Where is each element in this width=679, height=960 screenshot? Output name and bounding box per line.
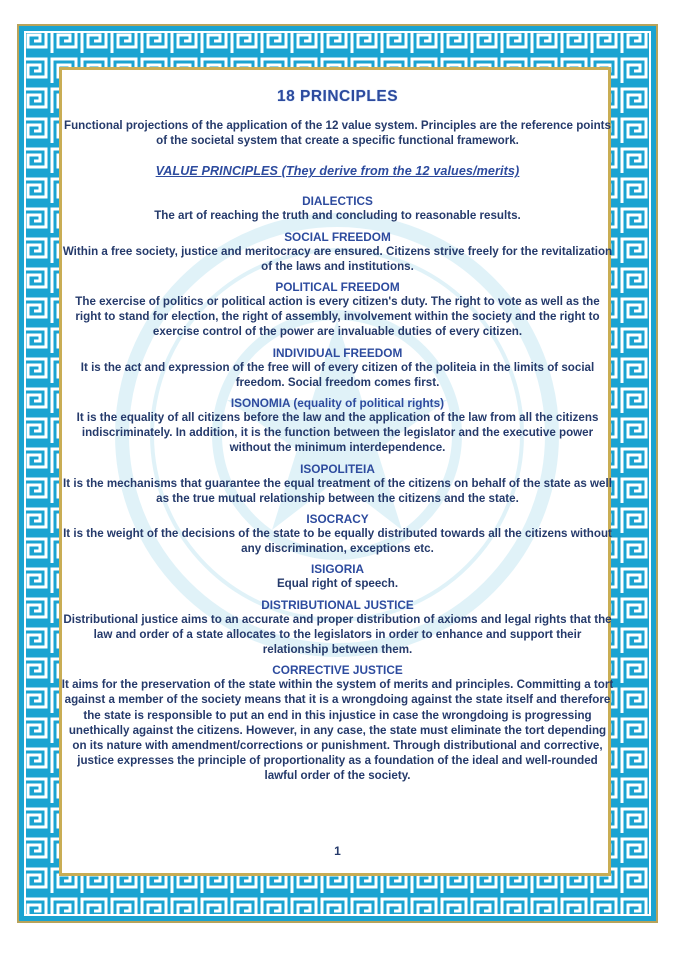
principle-heading: POLITICAL FREEDOM [275, 280, 400, 295]
principle-text: It is the equality of all citizens before the law and the application of the law from all the citizens indiscriminately. In addition, it is the function between the legislator and the executive power without the minimum interdependence. [76, 411, 599, 455]
principle-isocracy [61, 512, 614, 556]
principle-isigoria [61, 562, 614, 591]
section-subtitle: VALUE PRINCIPLES (They derive from the 12 values/merits) [155, 164, 520, 179]
principle-isopoliteia [61, 462, 614, 506]
principle-text: The exercise of politics or political action is every citizen's duty. The right to vote as well as the right to stand for election, the right of assembly, involvement within the society and the right to exercise control of the power are invaluable duties of every citizen. [75, 295, 600, 339]
principle-text: It is the act and expression of the free will of every citizen of the politeia in the limits of social freedom. Social freedom comes first. [80, 360, 595, 389]
principle-political-freedom [61, 280, 614, 340]
principle-text: The art of reaching the truth and concluding to reasonable results. [154, 209, 521, 223]
principle-heading: CORRECTIVE JUSTICE [272, 663, 403, 678]
page-number: 1 [334, 844, 341, 858]
principle-individual-freedom [61, 346, 614, 390]
principle-corrective-justice [61, 663, 614, 783]
principle-distributional-justice [61, 598, 614, 658]
principle-heading: SOCIAL FREEDOM [284, 229, 391, 244]
principle-heading: DISTRIBUTIONAL JUSTICE [261, 597, 414, 612]
principle-heading: ISOCRACY [306, 512, 369, 527]
principle-heading: INDIVIDUAL FREEDOM [272, 345, 403, 360]
document-body [61, 86, 614, 790]
principle-heading: DIALECTICS [302, 194, 373, 209]
principle-text: Equal right of speech. [276, 577, 399, 591]
intro-paragraph: Functional projections of the application of the 12 value system. Principles are the reference points of the societal system that create a specific functional framework. [64, 119, 611, 148]
page-title: 18 PRINCIPLES [276, 88, 399, 105]
principle-dialectics [61, 194, 614, 223]
principle-heading: ISOPOLITEIA [300, 461, 375, 476]
principle-isonomia [61, 396, 614, 456]
principle-text: Within a free society, justice and meritocracy are ensured. Citizens strive freely for the revitalization of the laws and institutions. [62, 244, 613, 273]
principle-text: Distributional justice aims to an accurate and proper distribution of axioms and legal rights that the law and order of a state allocates to the legislators in order to enhance and support their relationship between them. [63, 612, 612, 657]
principle-text: It aims for the preservation of the state within the system of merits and principles. Committing a tort against a member of the society means that it is a wrongdoing against the state itself and therefore the state is responsible to put an end in this injustice in case the wrongdoing is progressing unethically against the citizens. However, in any case, the state must eliminate the tort depending on its nature with amendment/corrections or punishment. Through distributional and corrective, justice expresses the principle of proportionality as a foundation of the ideal and well-rounded lawful order of the society. [61, 678, 614, 783]
principle-heading: ISONOMIA (equality of political rights) [230, 396, 445, 411]
principle-heading: ISIGORIA [310, 562, 365, 577]
principle-text: It is the weight of the decisions of the state to be equally distributed towards all the citizens without any discrimination, exceptions etc. [63, 527, 612, 556]
principle-text: It is the mechanisms that guarantee the equal treatment of the citizens on behalf of the state as well as the true mutual relationship between the citizens and the state. [63, 476, 612, 505]
principle-social-freedom [61, 230, 614, 274]
